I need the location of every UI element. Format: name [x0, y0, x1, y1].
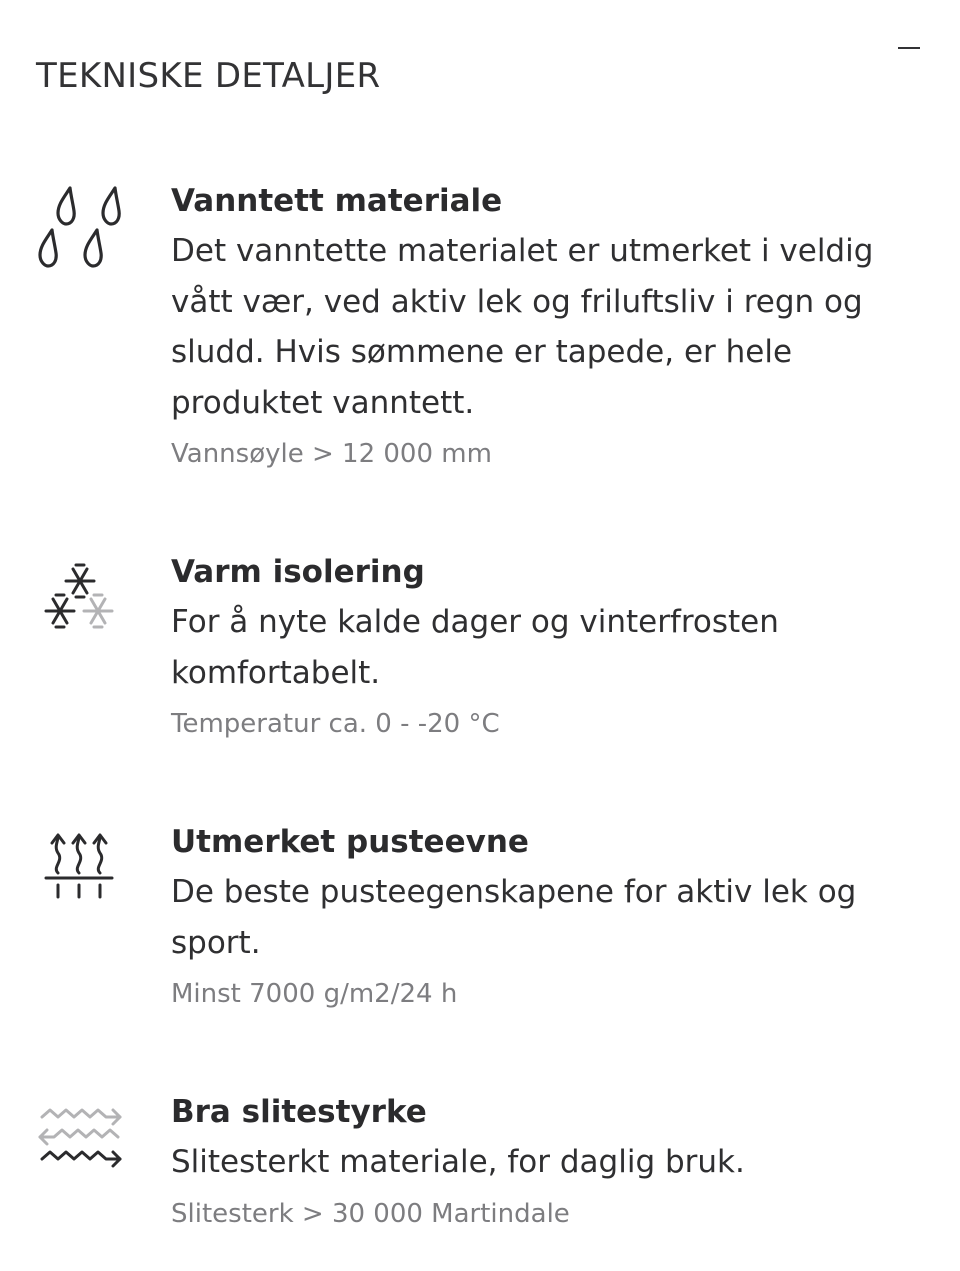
description-line: komfortabelt.: [171, 654, 381, 691]
feature-spec: Minst 7000 g/m2/24 h: [171, 979, 458, 1009]
feature-description: [171, 226, 931, 428]
feature-text: [171, 821, 931, 1014]
minus-icon: [898, 47, 920, 49]
feature-spec: Slitesterk > 30 000 Martindale: [171, 1198, 570, 1229]
feature-text: [171, 1091, 931, 1234]
feature-spec: Temperatur ca. 0 - -20 °C: [171, 709, 500, 739]
abrasion-waves-icon: [34, 1097, 124, 1187]
section-title: TEKNISKE DETALJER: [36, 56, 381, 97]
feature-title: Bra slitestyrke: [171, 1094, 427, 1130]
feature-title: Vanntett materiale: [171, 183, 503, 219]
feature-description: [171, 1137, 931, 1188]
collapse-button[interactable]: [894, 34, 924, 64]
feature-text: [171, 180, 931, 474]
breathable-arrows-icon: [34, 827, 124, 917]
feature-text: [171, 551, 931, 744]
description-line: De beste pusteegenskapene for aktiv lek og: [171, 874, 857, 910]
section-header[interactable]: [36, 24, 924, 97]
feature-title: Varm isolering: [171, 554, 425, 590]
description-line: Det vanntette materialet er utmerket i veldig: [171, 233, 874, 269]
feature-description: [171, 867, 931, 968]
description-line: Slitesterkt materiale, for daglig bruk.: [171, 1144, 745, 1180]
snowflakes-icon: [34, 557, 124, 647]
feature-title: Utmerket pusteevne: [171, 824, 529, 860]
description-line: sport.: [171, 924, 261, 961]
description-line: produktet vanntett.: [171, 384, 475, 421]
feature-spec: Vannsøyle > 12 000 mm: [171, 439, 492, 469]
description-line: sludd. Hvis sømmene er tapede, er hele: [171, 334, 793, 370]
description-line: vått vær, ved aktiv lek og friluftsliv i regn og: [171, 283, 863, 320]
water-drops-icon: [34, 184, 124, 274]
feature-description: [171, 597, 931, 698]
description-line: For å nyte kalde dager og vinterfrosten: [171, 604, 779, 640]
